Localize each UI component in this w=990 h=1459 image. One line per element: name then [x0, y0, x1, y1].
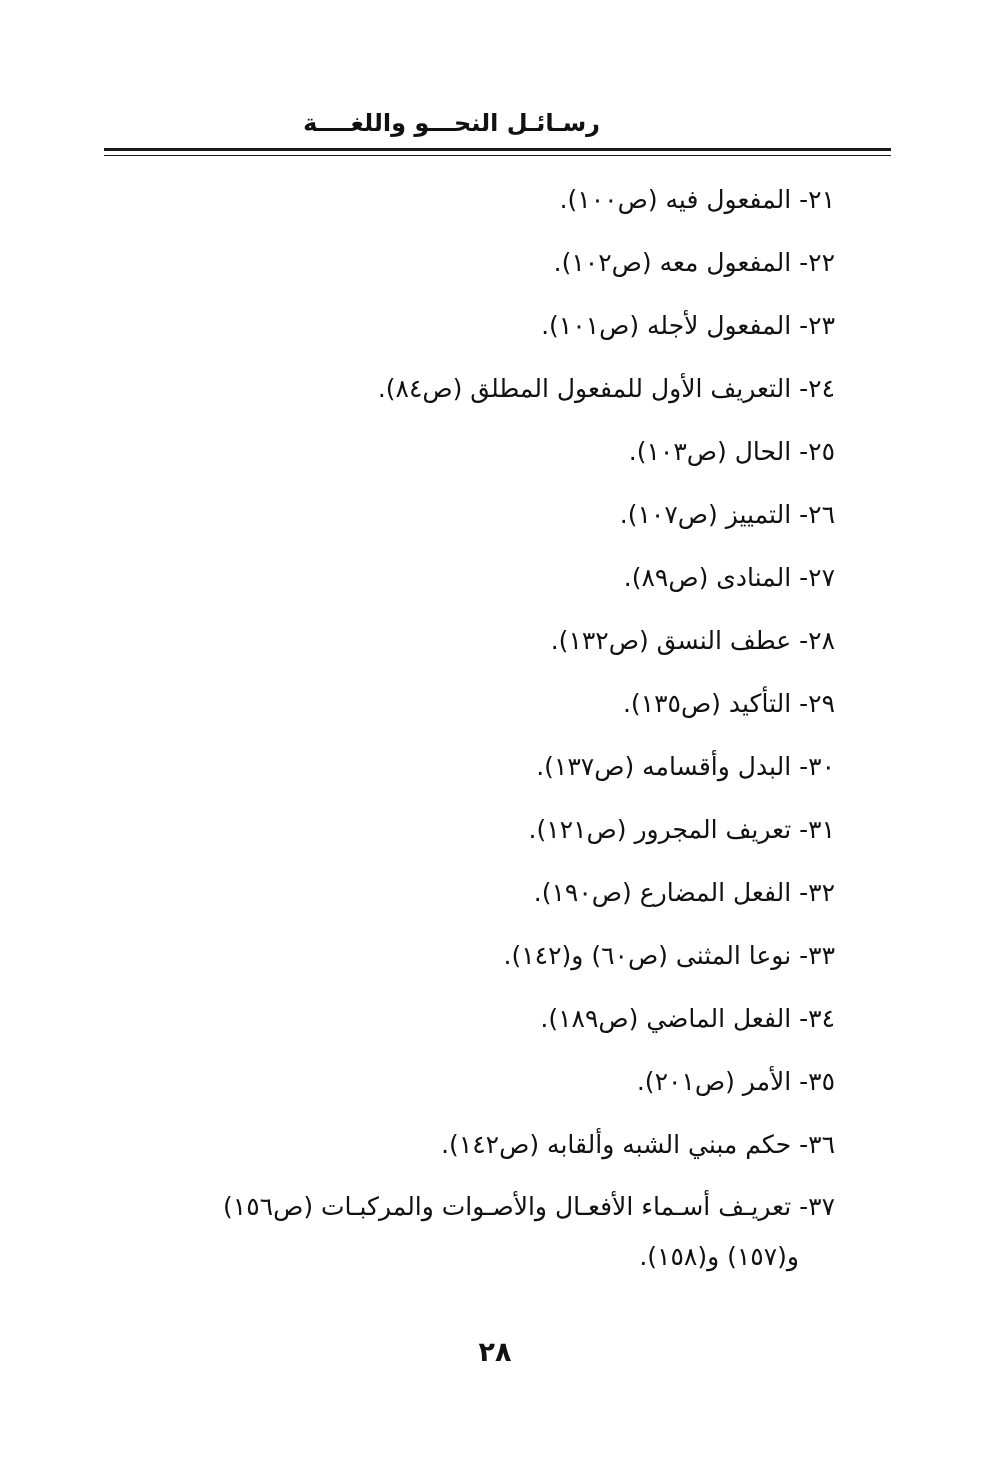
list-item: ٢٢- المفعول معه (ص١٠٢).: [553, 248, 835, 277]
list-item: ٣٦- حكم مبني الشبه وألقابه (ص١٤٢).: [441, 1130, 835, 1159]
list-item: ٢١- المفعول فيه (ص١٠٠).: [559, 185, 835, 214]
list-item: ٢٧- المنادى (ص٨٩).: [623, 563, 835, 592]
list-item: ٣٣- نوعا المثنى (ص٦٠) و(١٤٢).: [503, 941, 835, 970]
list-item: ٢٤- التعريف الأول للمفعول المطلق (ص٨٤).: [377, 374, 835, 403]
list-item: ٣٠- البدل وأقسامه (ص١٣٧).: [536, 752, 835, 781]
list-item: ٣٤- الفعل الماضي (ص١٨٩).: [540, 1004, 835, 1033]
list-item: ٢٥- الحال (ص١٠٣).: [628, 437, 835, 466]
topic-list: [95, 168, 835, 1282]
list-item: ٣٢- الفعل المضارع (ص١٩٠).: [533, 878, 835, 907]
running-title: رسـائـل النحـــو واللغــــة: [303, 109, 600, 137]
list-item: ٢٩- التأكيد (ص١٣٥).: [622, 689, 835, 718]
list-item: ٢٨- عطف النسق (ص١٣٢).: [550, 626, 835, 655]
page-number: ٢٨: [478, 1337, 512, 1368]
list-item: ٣١- تعريف المجرور (ص١٢١).: [528, 815, 835, 844]
list-item: ٣٥- الأمر (ص٢٠١).: [636, 1067, 835, 1096]
list-item-line: ٣٧- تعريـف أسـماء الأفعـال والأصـوات والمركبـات (ص١٥٦): [223, 1192, 835, 1221]
list-item: ٢٦- التمييز (ص١٠٧).: [619, 500, 835, 529]
header-rule-thick: [104, 148, 891, 151]
list-item: ٢٣- المفعول لأجله (ص١٠١).: [541, 311, 835, 340]
list-item: [95, 1176, 835, 1282]
list-item-continuation: و(١٥٧) و(١٥٨).: [639, 1242, 799, 1271]
header-rule-thin: [104, 155, 891, 156]
